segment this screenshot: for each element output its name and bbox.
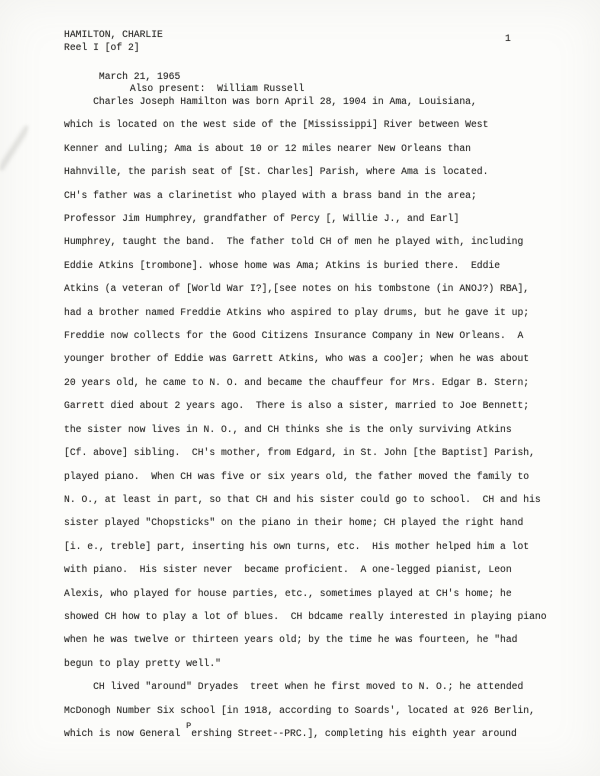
text-line: Atkins (a veteran of [World War I?],[see notes on his tombstone (in ANOJ?) RBA],: [64, 283, 530, 295]
document-body: [64, 90, 584, 746]
text-line: played piano. When CH was five or six years old, the father moved the family to: [64, 470, 530, 482]
text-segment: which is now General: [64, 727, 187, 739]
text-line: had a brother named Freddie Atkins who aspired to play drums, but he gave it up;: [64, 306, 530, 318]
text-line: younger brother of Eddie was Garrett Atkins, who was a coo]er; when he was about: [64, 353, 530, 365]
text-line: showed CH how to play a lot of blues. CH bdcame really interested in playing piano: [64, 610, 547, 622]
reel-label: Reel I [of 2]: [64, 41, 140, 53]
text-line: Professor Jim Humphrey, grandfather of Percy [, Willie J., and Earl]: [64, 213, 460, 225]
text-line: the sister now lives in N. O., and CH thinks she is the only surviving Atkins: [64, 423, 512, 435]
interviewee-name: HAMILTON, CHARLIE: [64, 29, 163, 40]
interview-date: March 21, 1965: [98, 70, 181, 82]
text-segment: ershing Street--PRC.], completing his eighth year around: [191, 727, 517, 739]
text-line: [i. e., treble] part, inserting his own turns, etc. His mother helped him a lot: [64, 540, 530, 552]
text-line: 20 years old, he came to N. O. and became the chauffeur for Mrs. Edgar B. Stern;: [64, 376, 530, 388]
inserted-correction-letter: P: [186, 720, 192, 731]
scan-smudge: [0, 123, 28, 174]
text-line: N. O., at least in part, so that CH and his sister could go to school. CH and his: [64, 493, 541, 505]
also-present-note: Also present: William Russell: [129, 83, 305, 94]
text-line: Kenner and Luling; Ama is about 10 or 12 miles nearer New Orleans than: [64, 142, 471, 154]
text-line: Garrett died about 2 years ago. There is also a sister, married to Joe Bennett;: [64, 400, 530, 412]
text-line: Hahnville, the parish seat of [St. Charles] Parish, where Ama is located.: [64, 166, 489, 178]
text-line: Charles Joseph Hamilton was born April 28, 1904 in Ama, Louisiana,: [64, 96, 477, 107]
text-line: McDonogh Number Six school [in 1918, according to Soards', located at 926 Berlin,: [64, 704, 535, 716]
text-line: begun to play pretty well.": [64, 657, 221, 669]
text-line: Eddie Atkins [trombone]. whose home was Ama; Atkins is buried there. Eddie: [64, 259, 501, 271]
text-line: CH lived "around" Dryades treet when he first moved to N. O.; he attended: [64, 681, 524, 693]
text-line: Humphrey, taught the band. The father told CH of men he played with, including: [64, 236, 524, 248]
text-line: [Cf. above] sibling. CH's mother, from Edgard, in St. John [the Baptist] Parish,: [64, 447, 535, 459]
text-line: CH's father was a clarinetist who played with a brass band in the area;: [64, 189, 477, 201]
page-number: 1: [505, 33, 511, 44]
text-line: sister played "Chopsticks" on the piano in their home; CH played the right hand: [64, 517, 524, 529]
text-line: Freddie now collects for the Good Citizens Insurance Company in New Orleans. A: [64, 330, 524, 342]
text-line: when he was twelve or thirteen years old; by the time he was fourteen, he "had: [64, 634, 518, 646]
text-line: which is located on the west side of the [Mississippi] River between West: [64, 119, 489, 131]
text-line: [64, 722, 584, 746]
text-line: Alexis, who played for house parties, etc., sometimes played at CH's home; he: [64, 587, 512, 599]
text-line: with piano. His sister never became proficient. A one-legged pianist, Leon: [64, 564, 512, 576]
